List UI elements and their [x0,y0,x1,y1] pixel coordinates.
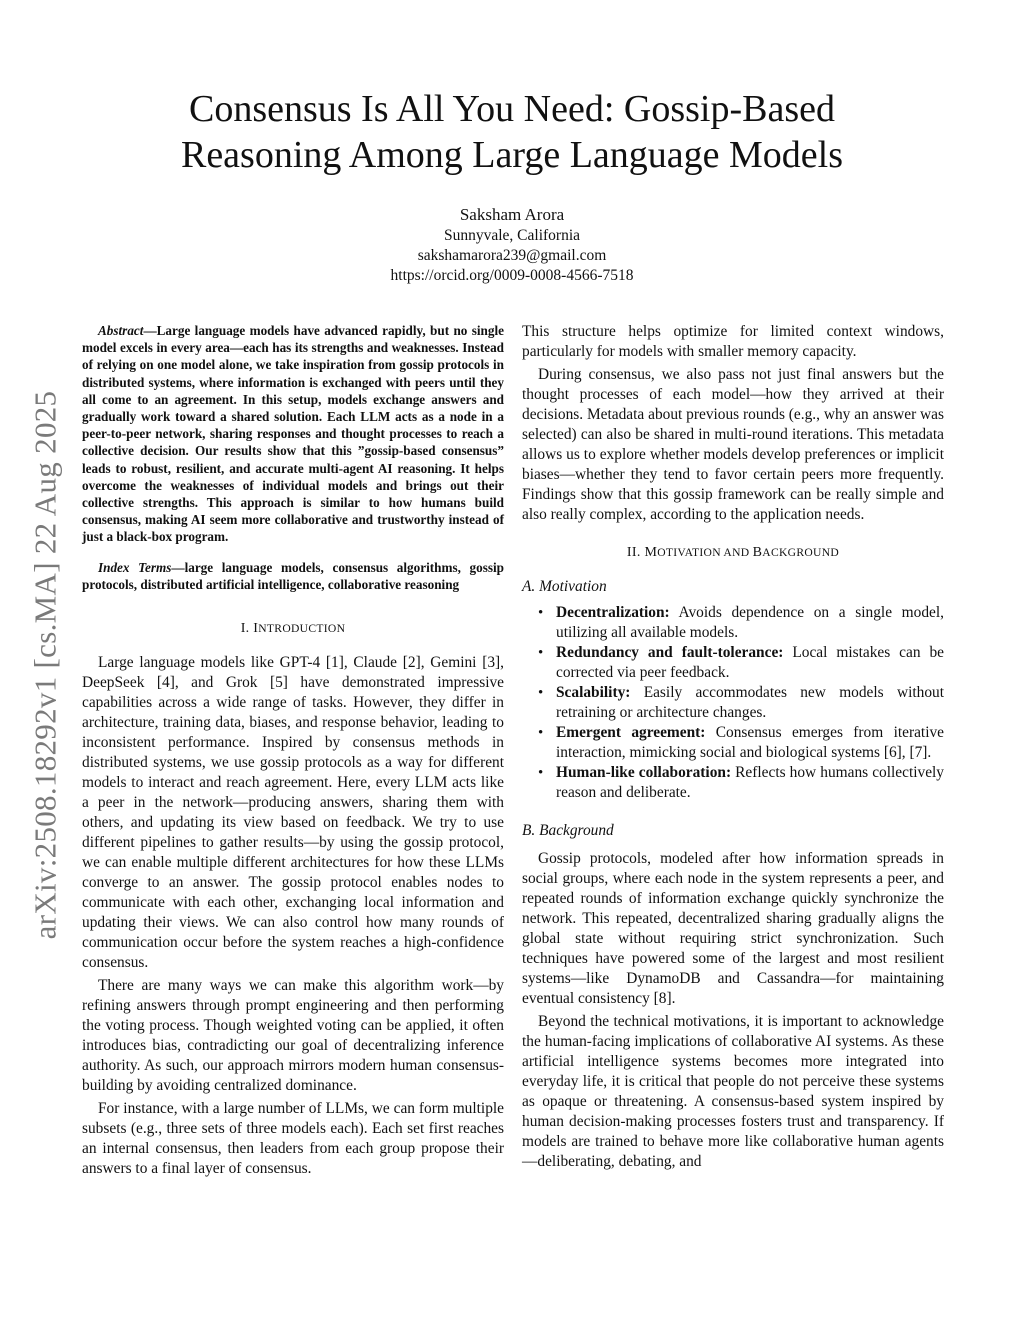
continuation-paragraph: This structure helps optimize for limited context windows, particularly for models with smaller memory capacity. [522,323,944,360]
abstract [82,322,504,546]
list-item-term: Scalability: [556,684,631,701]
section-smallcaps: NTRODUCTION [258,622,346,636]
list-item [556,763,944,803]
left-column [82,322,504,1179]
list-item-text: Avoids dependence on a single model, utilizing all available models. [556,604,944,641]
author-email[interactable]: sakshamarora239@gmail.com [417,247,607,264]
motivation-list [522,603,944,803]
title-line-2: Reasoning Among Large Language Models [180,134,844,176]
section-heading-introduction [82,619,504,639]
list-item-text: Reflects how humans collectively reason and deliberate. [556,764,944,801]
intro-paragraph-1: Large language models like GPT-4 [1], Claude [2], Gemini [3], DeepSeek [4], and Grok [5] have demonstrated impressive capabilities across a wide range of tasks. However, they differ in architecture, training data, biases, and response behavior, leading to inconsistent performance. Inspired by consensus methods in distributed systems, we use gossip protocols as a way for different models to interact and reach agreement. Here, every LLM acts like a peer in the network—producing answers, sharing them with others, and updating its view based on feedback. We try to use different pipelines to gather results—by using the gossip protocol, we can enable multiple different architectures for how these LLMs converge to an answer. The gossip protocol enables nodes to communicate with each other, exchanging local information and updating their views. We can also control how many rounds of communication occur before the system reaches a high-confidence consensus. [82,654,504,972]
index-terms [82,559,504,593]
list-item-text: Consensus emerges from iterative interaction, mimicking social and biological systems [6], [7]. [556,724,944,761]
section-cap: B [752,545,763,560]
section-heading-motivation-background [522,543,944,563]
section-smallcaps: ACKGROUND [762,546,840,559]
list-item-term: Emergent agreement: [556,724,706,741]
section-cap: M [644,545,658,560]
intro-paragraph-2: There are many ways we can make this algorithm work—by refining answers through prompt engineering and then performing the voting process. Though weighted voting can be applied, it often introduces bias, contradicting our goal of decentralizing inference authority. As such, our approach mirrors modern human consensus-building by avoiding centralized dominance. [82,977,504,1095]
list-item-term: Decentralization: [556,604,670,621]
list-item [556,603,944,643]
right-column [522,322,944,1172]
abstract-text: —Large language models have advanced rapidly, but no single model excels in every area—each has its strengths and weaknesses. Instead of relying on one model alone, we take inspiration from gossip protocols in distributed systems, where information is exchanged with peers until they all come to an agreement. In this setup, models exchange answers and gradually work toward a shared solution. Each LLM acts as a node in a peer-to-peer network, sharing responses and thought processes to reach a collective decision. Our results show that this ”gossip-based consensus” leads to robust, resilient, and accurate multi-agent AI reasoning. It helps overcome the weaknesses of individual models and brings out their collective strengths. This approach is similar to how humans build consensus, making AI seem more collaborative and trustworthy instead of just a black-box program. [82,323,504,545]
author-orcid[interactable]: https://orcid.org/0009-0008-4566-7518 [390,267,634,284]
list-item [556,683,944,723]
author-location: Sunnyvale, California [443,227,581,244]
title-line-1: Consensus Is All You Need: Gossip-Based [188,88,836,130]
section-numeral: II. [626,545,645,560]
background-paragraph-1: Gossip protocols, modeled after how information spreads in social groups, where each node in the system represents a peer, and repeated rounds of information exchange quickly synchronize the network. This repeated, decentralized sharing gradually aligns the global state without requiring strict synchronization. Such techniques have powered some of the largest and most resilient systems—like DynamoDB and Cassandra—for maintaining eventual consistency [8]. [522,850,944,1007]
abstract-lead: Abstract [98,323,144,338]
author-name: Saksham Arora [459,205,565,224]
list-item-text: Easily accommodates new models without retraining or architecture changes. [556,684,944,721]
list-item [556,643,944,683]
background-paragraph-2: Beyond the technical motivations, it is important to acknowledge the human-facing implications of collaborative AI systems. As these artificial intelligence systems becomes more integrated into everyday life, it is critical that people do not perceive these systems as opaque or threatening. A consensus-based system inspired by human decision-making processes fosters trust and transparency. If models are trained to behave more like collaborative human agents—deliberating, debating, and [522,1013,944,1170]
index-terms-text: —large language models, consensus algorithms, gossip protocols, distributed artificial intelligence, collaborative reasoning [82,559,504,592]
arxiv-stamp [14,365,76,965]
section-cap: I [253,621,259,637]
list-item-term: Human-like collaboration: [556,764,732,781]
list-item-text: Local mistakes can be corrected via peer feedback. [556,644,945,681]
list-item [556,723,944,763]
intro-paragraph-3: For instance, with a large number of LLMs, we can form multiple subsets (e.g., three sets of three models each). Each set first reaches an internal consensus, then leaders from each group propose their answers to a final layer of consensus. [82,1100,504,1178]
index-terms-lead: Index Terms [98,559,172,575]
author-block [110,204,914,286]
arxiv-stamp-text: arXiv:2508.18292v1 [cs.MA] 22 Aug 2025 [27,390,63,940]
list-item-term: Redundancy and fault-tolerance: [556,644,784,661]
subsection-background: B. Background [522,822,614,839]
consensus-paragraph: During consensus, we also pass not just final answers but the thought processes of each model—how they arrived at their decisions. Metadata about previous rounds (e.g., why an answer was selected) can also be shared in multi-round iterations. This metadata allows us to explore whether models develop preferences or implicit biases—whether they tend to favor certain peers more frequently. Findings show that this gossip framework can be really simple and also really complex, according to the application needs. [522,366,944,523]
paper-title [110,86,914,178]
section-numeral: I. [240,621,254,637]
subsection-motivation: A. Motivation [522,578,607,595]
section-smallcaps: OTIVATION AND [657,546,753,559]
